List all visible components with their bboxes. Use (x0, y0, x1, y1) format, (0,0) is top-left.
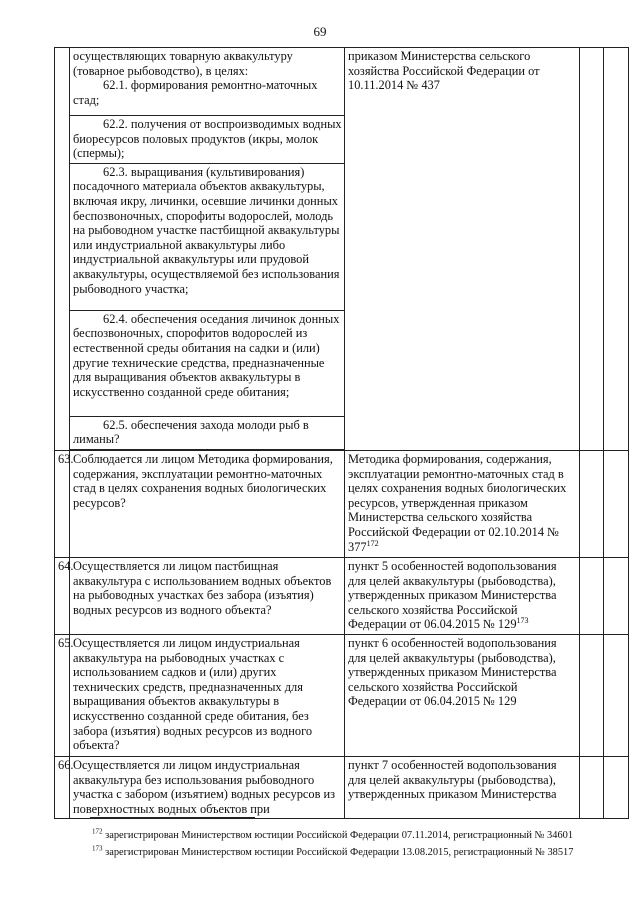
reference-cell (345, 557, 580, 634)
question-text: осуществляющих товарную аквакультуру (товарное рыбоводство), в целях: (73, 49, 293, 78)
row-number-cell: 66. (55, 756, 70, 818)
table-row (55, 756, 629, 818)
subitem-cell (70, 416, 345, 449)
footnote-text: зарегистрирован Министерством юстиции Российской Федерации 13.08.2015, регистрационный № 38517 (105, 847, 574, 858)
answer-cell-b (604, 450, 629, 557)
row-number-cell: 64. (55, 557, 70, 634)
subitem-cell (70, 310, 345, 416)
reference-text: приказом Министерства сельского хозяйства Российской Федерации от 10.11.2014 № 437 (348, 49, 540, 93)
subitem-cell (70, 163, 345, 310)
answer-cell-b (604, 557, 629, 634)
row-number-cell (55, 48, 70, 451)
reference-cell (345, 48, 580, 451)
answer-cell-b (604, 48, 629, 451)
reference-text: пункт 5 особенностей водопользования для целей аквакультуры (рыбоводства), утвержденных приказом Министерства сельского хозяйства Российской Федерации от 06.04.2015 № 129 (348, 558, 557, 632)
reference-cell (345, 634, 580, 756)
subitem-text: 62.4. обеспечения оседания личинок донных беспозвоночных, спорофитов водорослей из естественной среды обитания на садки и (или) другие технические средства, предназначенные для выращивания объектов аквакультуры в искусственно созданной среде обитания; (73, 311, 340, 399)
reference-cell (345, 450, 580, 557)
answer-cell-b (604, 634, 629, 756)
answer-cell-a (580, 634, 604, 756)
footnote-marker: 173 (92, 844, 103, 853)
page-number: 69 (313, 24, 327, 39)
reference-text: Методика формирования, содержания, эксплуатации ремонтно-маточных стад в целях сохранения водных биологических ресурсов, утвержденная приказом Министерства сельского хозяйства Российской Федерации от 02.10.2014 № 377 (348, 451, 567, 554)
question-cell: Осуществляется ли лицом пастбищная аквакультура с использованием водных объектов на рыбоводных участках без забора (изъятия) водных ресурсов из водного объекта? (70, 557, 345, 634)
footnote-item (92, 844, 632, 861)
subitem-text: 62.2. получения от воспроизводимых водных биоресурсов половых продуктов (икры, молок (спермы); (73, 117, 342, 161)
table-row (55, 557, 629, 634)
footnotes (92, 827, 632, 861)
reference-text: пункт 7 особенностей водопользования для целей аквакультуры (рыбоводства), утвержденных приказом Министерства (348, 757, 557, 802)
question-cell: Осуществляется ли лицом индустриальная аквакультура на рыбоводных участках с использованием садков и (или) других технических средств, предназначенных для выращивания объектов аквакультуры в искусственно созданной среде обитания, без забора (изъятия) водных ресурсов из водного объекта? (70, 634, 345, 756)
subitem-text: 62.5. обеспечения захода молоди рыб в лиманы? (73, 417, 309, 447)
footnote-text: зарегистрирован Министерством юстиции Российской Федерации 07.11.2014, регистрационный № 34601 (105, 830, 574, 841)
table-row (55, 634, 629, 756)
footnote-separator (90, 817, 255, 818)
footnote-ref: 173 (516, 616, 529, 626)
reference-text: пункт 6 особенностей водопользования для целей аквакультуры (рыбоводства), утвержденных приказом Министерства сельского хозяйства Российской Федерации от 06.04.2015 № 129 (348, 635, 557, 709)
subitem-cell (70, 116, 345, 164)
subitem-text: 62.1. формирования ремонтно-маточных стад; (73, 78, 318, 107)
answer-cell-a (580, 756, 604, 818)
row-number-cell: 65. (55, 634, 70, 756)
question-cell: Соблюдается ли лицом Методика формирования, содержания, эксплуатации ремонтно-маточных стад в целях сохранения водных биологических ресурсов? (70, 450, 345, 557)
answer-cell-a (580, 557, 604, 634)
question-cell: Осуществляется ли лицом индустриальная аквакультура без использования рыбоводного участка с забором (изъятием) водных ресурсов из поверхностных водных объектов при (70, 756, 345, 818)
table-row (55, 48, 629, 116)
row-number-cell: 63. (55, 450, 70, 557)
answer-cell-a (580, 450, 604, 557)
footnote-ref: 172 (366, 538, 379, 548)
requirements-table (54, 47, 629, 819)
answer-cell-a (580, 48, 604, 451)
answer-cell-b (604, 756, 629, 818)
subitem-text: 62.3. выращивания (культивирования) посадочного материала объектов аквакультуры, включая икру, личинки, осевшие личинки донных беспозвоночных, спорофиты водорослей, молодь на рыбоводном участке пастбищной аквакультуры или индустриальной аквакультуры либо индустриальной аквакультуры или прудовой аквакультуры, осуществляемой без использования рыбоводного участка; (73, 164, 340, 296)
reference-cell (345, 756, 580, 818)
footnote-marker: 172 (92, 827, 103, 836)
table-row (55, 450, 629, 557)
question-cell (70, 48, 345, 116)
footnote-item (92, 827, 632, 844)
